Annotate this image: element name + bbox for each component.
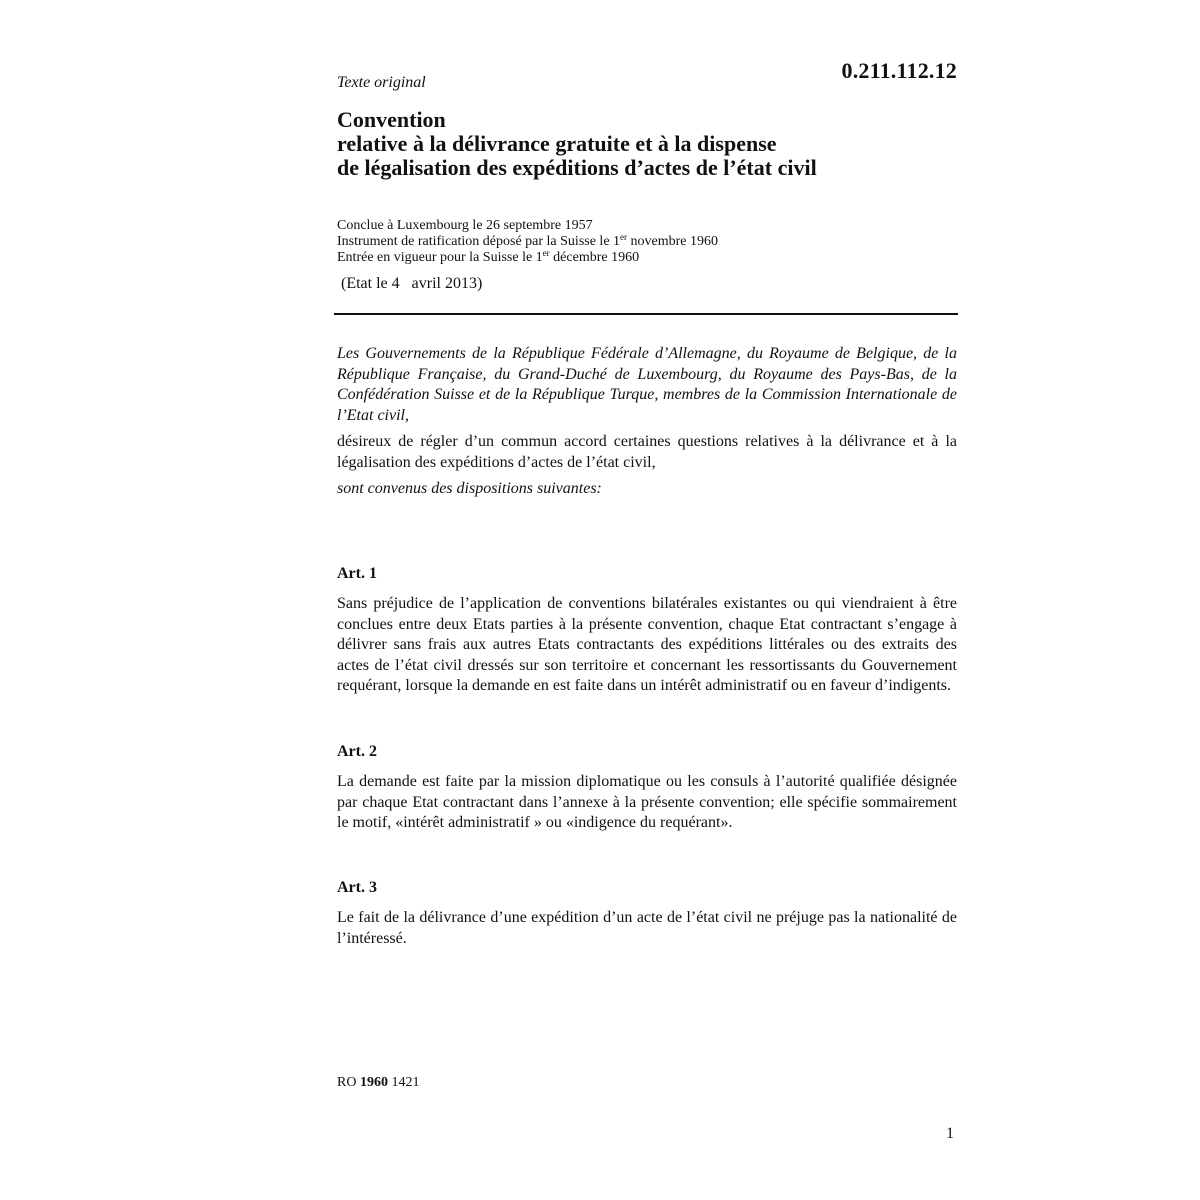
ratification-text: Instrument de ratification déposé par la Suisse le 1 [337,234,621,249]
ratification-text-end: novembre 1960 [627,234,719,249]
article-1 [337,564,957,697]
sr-number: 0.211.112.12 [841,58,957,83]
article-heading: Art. 1 [337,565,377,582]
entry-text: Entrée en vigueur pour la Suisse le 1 [337,250,543,265]
preamble-governments: Les Gouvernements de la République Fédérale d’Allemagne, du Royaume de Belgique, de la République Française, du Grand-Duché de Luxembourg, du Royaume des Pays-Bas, de la Confédération Suisse et de la République Turque, membres de la Commission Internationale de l’Etat civil, [337,345,957,424]
original-text-label: Texte original [337,74,426,91]
preamble-agreed: sont convenus des dispositions suivantes: [337,480,602,497]
article-3 [337,878,957,949]
article-text: La demande est faite par la mission diplomatique ou les consuls à l’autorité qualifiée désignée par chaque Etat contractant dans l’annexe à la présente convention; elle spécifie sommairement le motif, «intérêt administratif » ou «indigence du requérant». [337,773,957,831]
preamble-desire: désireux de régler d’un commun accord certaines questions relatives à la délivrance et à la légalisation des expéditions d’actes de l’état civil, [337,433,957,471]
ratification-sup: er [620,232,628,242]
entry-into-force-date [337,250,718,266]
title-line-1: Convention [337,107,446,132]
title-line-3: de légalisation des expéditions d’actes de l’état civil [337,155,817,180]
ro-prefix: RO [337,1075,360,1090]
ro-year: 1960 [359,1075,388,1090]
concluded-date: Conclue à Luxembourg le 26 septembre 1957 [337,218,593,233]
preamble [337,344,957,500]
page-number: 1 [946,1125,954,1142]
article-text: Le fait de la délivrance d’une expédition d’un acte de l’état civil ne préjuge pas la nationalité de l’intéressé. [337,909,957,947]
entry-sup: er [542,248,550,258]
ratification-date [337,234,718,250]
article-heading: Art. 2 [337,743,377,760]
article-heading: Art. 3 [337,879,377,896]
title-line-2: relative à la délivrance gratuite et à la dispense [337,131,777,156]
article-2 [337,742,957,834]
dates-block [337,218,718,266]
entry-text-end: décembre 1960 [549,250,640,265]
ro-reference [337,1074,419,1092]
document-title [337,108,817,180]
article-text: Sans préjudice de l’application de conventions bilatérales existantes ou qui viendraient à être conclues entre deux Etats parties à la présente convention, chaque Etat contractant s’engage à délivrer sans frais aux autres Etats contractants des expéditions littérales ou des extraits des actes de l’état civil dressés sur son territoire et concernant les ressortissants du Gouvernement requérant, lorsque la demande en est faite dans un intérêt administratif ou en faveur d’indigents. [337,595,957,694]
status-date: (Etat le 4 avril 2013) [341,275,483,292]
header-divider [334,313,958,315]
ro-page: 1421 [387,1075,420,1090]
